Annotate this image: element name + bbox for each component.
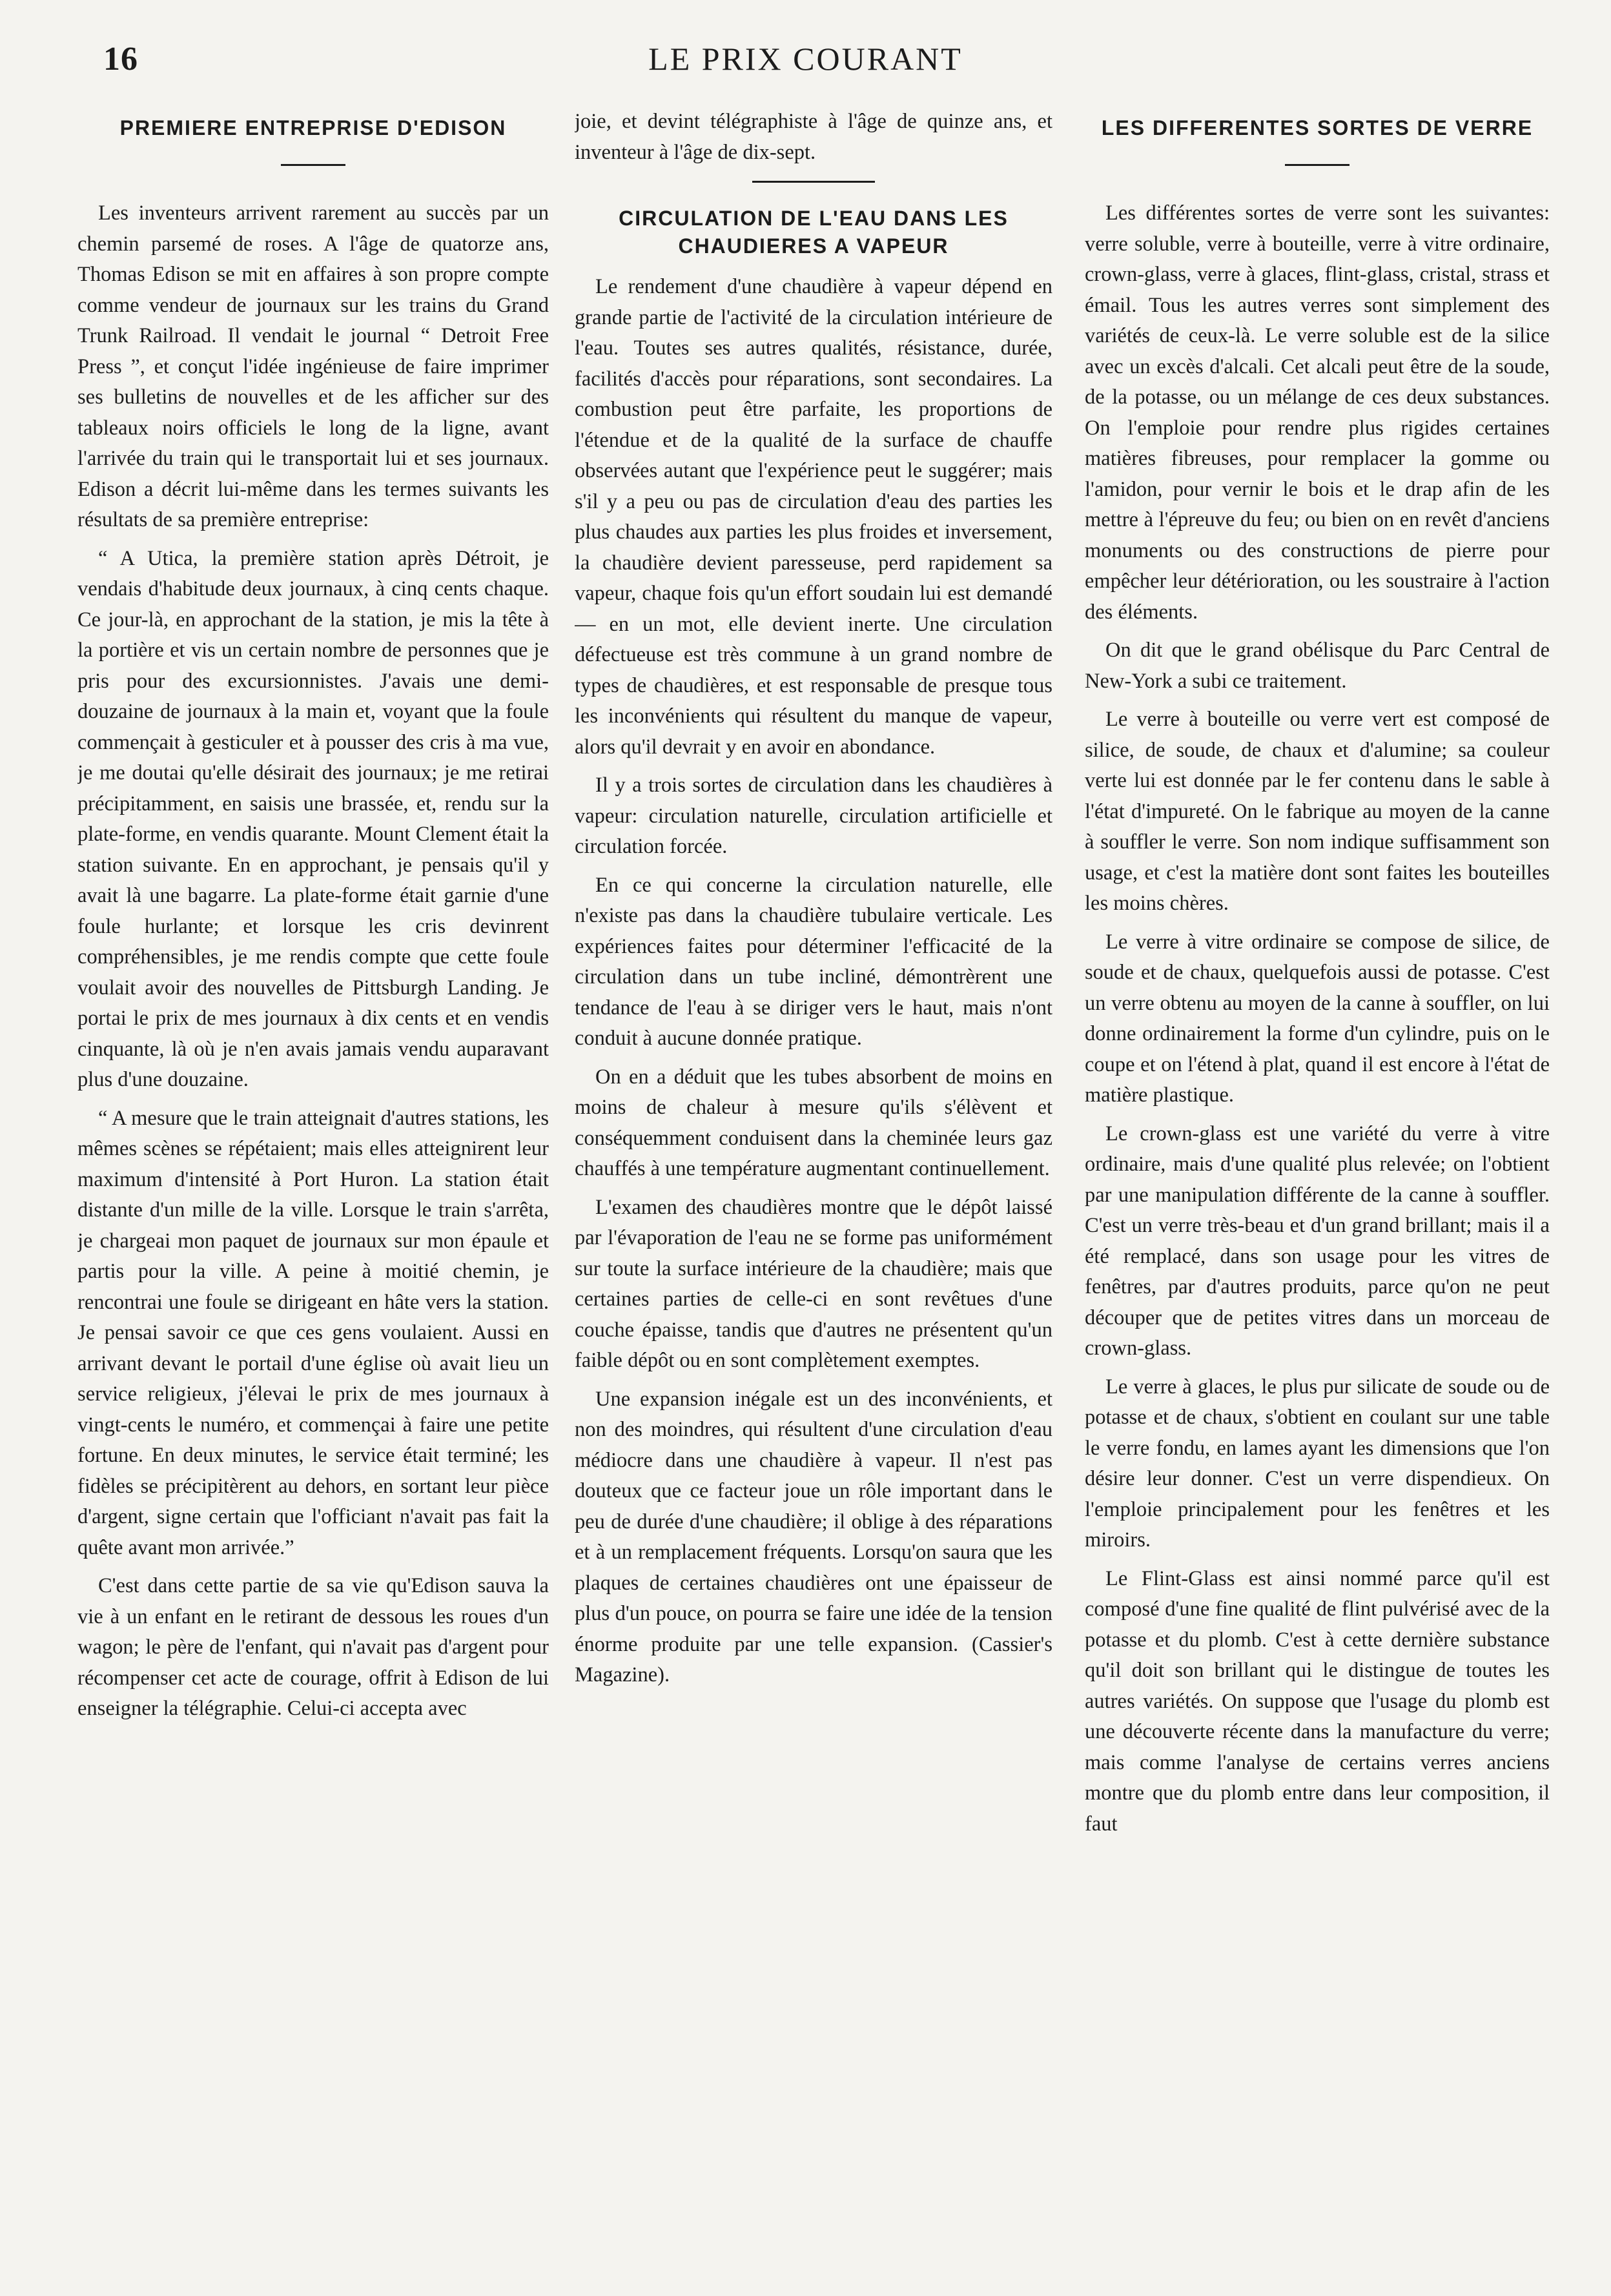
verre-paragraph: Le Flint-Glass est ainsi nommé parce qu'il est composé d'une fine qualité de flint pulvérisé avec de la potasse et du plomb. C'est à cette dernière substance qu'il doit son brillant qui le distingue de toutes les autres variétés. On suppose que l'usage du plomb est une découverte récente dans la manufacture du verre; mais comme l'analyse de certains verres anciens montre que du plomb entre dans leur composition, il faut xyxy=(1085,1566,1550,1836)
column-2 xyxy=(575,107,1052,2270)
article-title-verre: LES DIFFERENTES SORTES DE VERRE xyxy=(1101,116,1534,139)
title-rule xyxy=(1285,164,1349,166)
verre-paragraph: On dit que le grand obélisque du Parc Central de New-York a subi ce traitement. xyxy=(1085,639,1550,693)
circulation-paragraph: Une expansion inégale est un des inconvénients, et non des moindres, qui résultent d'une circulation d'eau médiocre dans une chaudière à vapeur. Il n'est pas douteux que ce facteur joue un rôle important dans le peu de durée d'une chaudière; il oblige à des réparations et à un remplacement fréquents. Lorsqu'on saura que les plaques de certaines chaudières ont une épaisseur de plus d'un pouce, on pourra se faire une idée de la tension énorme produite par une telle expansion. (Cassier's Magazine). xyxy=(575,1387,1052,1687)
edison-paragraph: C'est dans cette partie de sa vie qu'Edison sauva la vie à un enfant en le retirant de dessous les roues d'un wagon; le père de l'enfant, qui n'avait pas d'argent pour récompenser cet acte de courage, offrit à Edison de lui enseigner la télégraphie. Celui-ci accepta avec xyxy=(77,1574,549,1721)
circulation-paragraph: En ce qui concerne la circulation naturelle, elle n'existe pas dans la chaudière tubulaire verticale. Les expériences faites pour déterminer l'efficacité de la circulation dans un tube incliné, démontrèrent une tendance de l'eau à se diriger vers le haut, mais n'ont conduit à aucune donnée pratique. xyxy=(575,873,1052,1051)
column-3 xyxy=(1085,107,1550,2270)
circulation-paragraph: On en a déduit que les tubes absorbent de moins en moins de chaleur à mesure qu'ils s'élèvent et conséquemment conduisent dans la cheminée leurs gaz chauffés à une température augmentant continuellement. xyxy=(575,1065,1052,1181)
page-number: 16 xyxy=(103,41,138,77)
column-1 xyxy=(77,107,549,2270)
verre-paragraph: Le verre à glaces, le plus pur silicate de soude ou de potasse et de chaux, s'obtient en coulant sur une table le verre fondu, en lames ayant les dimensions que l'on désire leur donner. C'est un verre dispendieux. On l'emploie principalement pour les fenêtres et les miroirs. xyxy=(1085,1375,1550,1552)
article-title-edison: PREMIERE ENTREPRISE D'EDISON xyxy=(119,116,507,139)
title-rule xyxy=(281,164,345,166)
edison-paragraph: “ A mesure que le train atteignait d'autres stations, les mêmes scènes se répétaient; mais elles atteignirent leur maximum d'intensité à Port Huron. La station était distante d'un mille de la ville. Lorsque le train s'arrêta, je chargeai mon paquet de journaux sur mon épaule et partis pour la ville. A peine à moitié chemin, je rencontrai une foule se dirigeant en hâte vers la station. Je pensai savoir ce que ces gens voulaient. Aussi en arrivant devant le portail d'une église où avait lieu un service religieux, j'élevai le prix de mes journaux à vingt-cents le numéro, et commençai à faire une petite fortune. En deux minutes, le service était terminé; les fidèles se précipitèrent au dehors, en sortant leur pièce d'argent, signe certain que l'officiant n'avait pas fait la quête avant mon arrivée.” xyxy=(77,1106,549,1559)
circulation-paragraph: Le rendement d'une chaudière à vapeur dépend en grande partie de l'activité de la circulation intérieure de l'eau. Toutes ses autres qualités, résistance, durée, facilités d'accès pour réparations, sont secondaires. La combustion peut être parfaite, les proportions de l'étendue et de la qualité de la surface de chauffe observées autant que l'expérience peut le suggérer; mais s'il y a peu ou pas de circulation d'eau des parties les plus chaudes aux parties les plus froides et inversement, la chaudière devient paresseuse, perd rapidement sa vapeur, chaque fois qu'un effort soudain lui est demandé — en un mot, elle devient inerte. Une circulation défectueuse est très commune à un grand nombre de types de chaudières, et est responsable de presque tous les inconvénients qui résultent du manque de vapeur, alors qu'il devrait y en avoir en abondance. xyxy=(575,275,1052,759)
edison-paragraph: “ A Utica, la première station après Détroit, je vendais d'habitude deux journaux, à cinq cents chaque. Ce jour-là, en approchant de la station, je mis la tête à la portière et vis un certain nombre de personnes que je pris pour des excursionnistes. J'avais une demi-douzaine de journaux à la main et, voyant que la foule commençait à gesticuler et à pousser des cris à ma vue, je me doutai qu'elle désirait des journaux; je me retirai précipitamment, en saisis une brassée, et, rendu sur la plate-forme, en vendis quarante. Mount Clement était la station suivante. En en approchant, je pensais qu'il y avait là une bagarre. La plate-forme était garnie d'une foule hurlante; et lorsque les cris devinrent compréhensibles, je me rendis compte que cette foule voulait avoir des nouvelles de Pittsburgh Landing. Je portai le prix de mes journaux à dix cents et en vendis cinquante, là où je n'en avais jamais vendu auparavant plus d'une douzaine. xyxy=(77,546,549,1092)
article-title-circulation: CIRCULATION DE L'EAU DANS LES CHAUDIERES A VAPEUR xyxy=(619,207,1009,258)
circulation-paragraph: Il y a trois sortes de circulation dans les chaudières à vapeur: circulation naturelle, circulation artificielle et circulation forcée. xyxy=(575,774,1052,859)
verre-paragraph: Le verre à vitre ordinaire se compose de silice, de soude et de chaux, quelquefois aussi de potasse. C'est un verre obtenu au moyen de la canne à souffler, on lui donne ordinairement la forme d'un cylindre, puis on le coupe et on l'étend à plat, quand il est encore à l'état de matière plastique. xyxy=(1085,930,1550,1107)
journal-title: LE PRIX COURANT xyxy=(648,41,963,77)
edison-continuation: joie, et devint télégraphiste à l'âge de quinze ans, et inventeur à l'âge de dix-sept. xyxy=(575,110,1052,164)
edison-paragraph: Les inventeurs arrivent rarement au succès par un chemin parsemé de roses. A l'âge de quatorze ans, Thomas Edison se mit en affaires à son propre compte comme vendeur de journaux sur les trains du Grand Trunk Railroad. Il vendait le journal “ Detroit Free Press ”, et conçut l'idée ingénieuse de faire imprimer ses bulletins de nouvelles et de les afficher sur des tableaux noirs officiels le long de la ligne, avant l'arrivée du train qui le transportait lui et ses journaux. Edison a décrit lui-même dans les termes suivants les résultats de sa première entreprise: xyxy=(77,201,549,532)
verre-paragraph: Le crown-glass est une variété du verre à vitre ordinaire, mais d'une qualité plus relevée; on l'obtient par une manipulation différente de la canne à souffler. C'est un verre très-beau et d'un grand brillant; mais il a été remplacé, dans son usage pour les vitres de fenêtres, par d'autres produits, parce qu'on ne peut découper que de petites vitres dans un morceau de crown-glass. xyxy=(1085,1122,1550,1360)
verre-paragraph: Le verre à bouteille ou verre vert est composé de silice, de soude, de chaux et d'alumine; sa couleur verte lui est donnée par le fer contenu dans le sable à l'état d'impureté. On le fabrique au moyen de la canne à souffler le verre. Son nom indique suffisamment son usage, et c'est la matière dont sont faites les bouteilles les moins chères. xyxy=(1085,708,1550,916)
verre-paragraph: Les différentes sortes de verre sont les suivantes: verre soluble, verre à bouteille, verre à vitre ordinaire, crown-glass, verre à glaces, flint-glass, cristal, strass et émail. Tous les autres verres sont simplement des variétés de ceux-là. Le verre soluble est de la silice avec un excès d'alcali. Cet alcali peut être de la soude, de la potasse, ou un mélange de ces deux substances. On l'emploie pour rendre plus rigides certaines matières fibreuses, pour remplacer la gomme ou l'amidon, pour vernir le bois et le drap afin de les mettre à l'épreuve du feu; ou bien on en revêt d'anciens monuments ou des constructions de pierre pour empêcher leur détérioration, ou les soustraire à l'action des éléments. xyxy=(1085,201,1550,624)
section-divider xyxy=(752,181,875,183)
circulation-paragraph: L'examen des chaudières montre que le dépôt laissé par l'évaporation de l'eau ne se forme pas uniformément sur toute la surface intérieure de la chaudière; mais que certaines parties de celle-ci en sont revêtues d'une couche épaisse, tandis que d'autres ne présentent qu'un faible dépôt ou en sont complètement exemptes. xyxy=(575,1195,1052,1373)
